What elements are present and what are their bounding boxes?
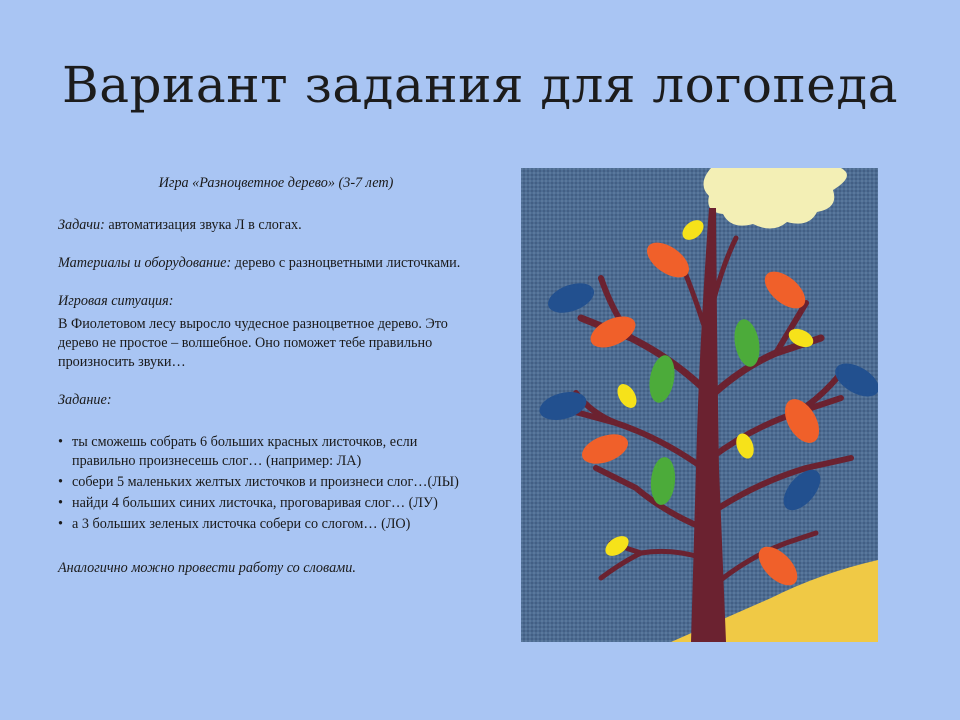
bullet-icon: •	[58, 516, 63, 532]
assignment-label: Задание:	[58, 392, 112, 408]
list-item-text: найди 4 больших синих листочка, проговаривая слог… (ЛУ)	[72, 495, 438, 511]
tasks-paragraph	[58, 216, 476, 235]
situation-label: Игровая ситуация:	[58, 293, 174, 309]
situation-text: В Фиолетовом лесу выросло чудесное разноцветное дерево. Это дерево не простое – волшебное. Оно поможет тебе правильно произносить звуки…	[58, 316, 448, 370]
list-item-text: а 3 больших зеленых листочка собери со слогом… (ЛО)	[72, 516, 411, 532]
game-title: Игра «Разноцветное дерево» (3-7 лет)	[158, 175, 394, 191]
list-item	[58, 433, 476, 471]
tasks-text: автоматизация звука Л в слогах.	[104, 217, 302, 233]
materials-paragraph	[58, 254, 476, 273]
list-item-text: собери 5 маленьких желтых листочков и произнеси слог…(ЛЫ)	[72, 474, 459, 490]
tree-photo	[521, 168, 878, 642]
text-block	[58, 174, 476, 592]
bullet-icon: •	[58, 434, 63, 450]
list-item	[58, 473, 476, 492]
list-item	[58, 515, 476, 534]
assignment-list	[58, 433, 476, 534]
materials-text: дерево с разноцветными листочками.	[231, 255, 461, 271]
tasks-label: Задачи:	[58, 217, 105, 233]
list-item-text: ты сможешь собрать 6 больших красных листочков, если правильно произнесешь слог… (например: ЛА)	[72, 434, 418, 469]
footer-note: Аналогично можно провести работу со словами.	[58, 560, 356, 576]
felt-tree-illustration	[521, 168, 878, 642]
materials-label: Материалы и оборудование:	[58, 255, 232, 271]
bullet-icon: •	[58, 495, 63, 511]
page-title: Вариант задания для логопеда	[62, 56, 898, 114]
bullet-icon: •	[58, 474, 63, 490]
list-item	[58, 494, 476, 513]
